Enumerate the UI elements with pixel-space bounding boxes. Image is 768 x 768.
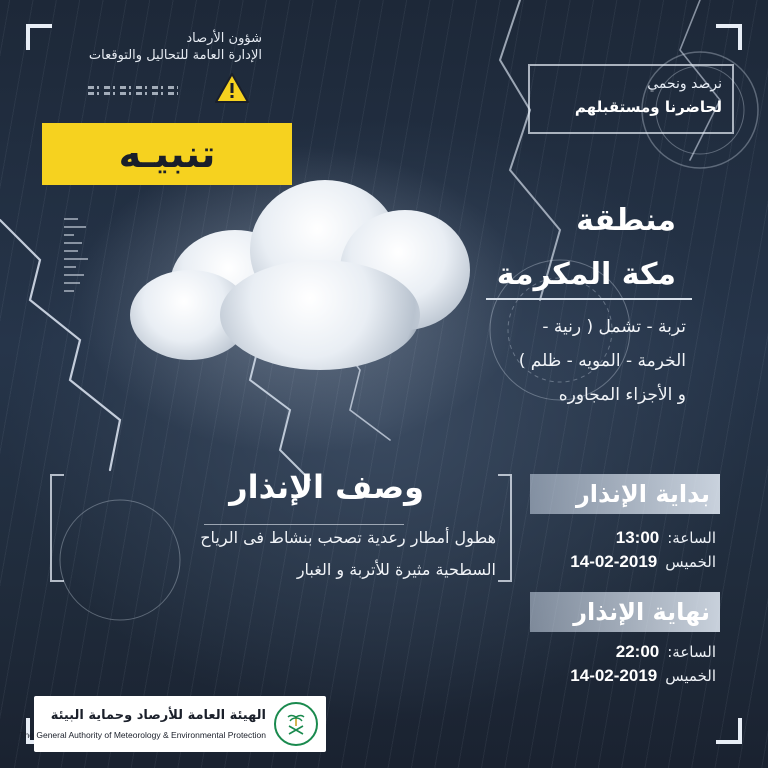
slogan-line-1: نرصد ونحمي: [647, 76, 722, 92]
slogan-box: [528, 64, 734, 134]
end-heading-banner: [530, 592, 720, 632]
end-day: الخميس: [665, 667, 716, 685]
description-title: وصف الإنذار: [229, 468, 424, 506]
bracket-right: [498, 474, 512, 582]
start-date-row: [516, 550, 716, 574]
region-title: [497, 194, 676, 302]
frame-corner-top-right: [716, 24, 742, 50]
warning-triangle-icon: [214, 72, 250, 104]
description-line-1: هطول أمطار رعدية تصحب بنشاط فى الرياح: [200, 528, 496, 547]
authority-name-english: The General Authority of Meteorology & Environmental Protection: [19, 730, 266, 740]
start-time-value: 13:00: [615, 528, 660, 547]
palm-swords-emblem-icon: [274, 702, 318, 746]
end-date-row: [516, 664, 716, 688]
region-areas-line-3: و الأجزاء المجاوره: [558, 385, 686, 405]
department-label: [89, 30, 262, 64]
decorative-code-strip: [88, 86, 178, 102]
end-heading: نهاية الإنذار: [573, 598, 710, 626]
description-line-2: السطحية مثيرة للأتربة و الغبار: [296, 560, 496, 579]
region-title-line-2: مكة المكرمة: [496, 257, 676, 292]
region-areas: [426, 310, 686, 412]
start-day: الخميس: [665, 553, 716, 571]
end-date-value: 14-02-2019: [570, 666, 658, 685]
department-line-1: شؤون الأرصاد: [186, 31, 262, 46]
frame-corner-top-left: [26, 24, 52, 50]
end-info: [516, 640, 716, 688]
start-time-label: الساعة:: [667, 529, 716, 547]
bracket-left: [50, 474, 64, 582]
start-heading-banner: [530, 474, 720, 514]
description-text: [66, 522, 496, 586]
start-time-row: [516, 526, 716, 550]
end-time-row: [516, 640, 716, 664]
start-info: [516, 526, 716, 574]
slogan-line-2: لحاضرنا ومستقبلهم: [574, 98, 722, 116]
frame-corner-bottom-right: [716, 718, 742, 744]
alert-label: تنبيـه: [118, 132, 216, 176]
end-time-value: 22:00: [615, 642, 660, 661]
start-date-value: 14-02-2019: [570, 552, 658, 571]
region-areas-line-2: الخرمة - المويه - ظلم ): [518, 351, 686, 371]
alert-description-panel: [46, 468, 516, 590]
authority-name-arabic: الهيئة العامة للأرصاد وحماية البيئة: [50, 708, 266, 723]
lightning-bolt-left: [0, 220, 120, 470]
region-areas-line-1: تربة - تشمل ( رنية -: [542, 317, 686, 337]
start-heading: بداية الإنذار: [575, 480, 710, 508]
end-time-label: الساعة:: [667, 643, 716, 661]
authority-footer: [19, 696, 326, 752]
region-title-line-1: منطقة: [576, 203, 676, 238]
region-divider: [486, 298, 692, 300]
department-line-2: الإدارة العامة للتحاليل والتوقعات: [88, 48, 262, 63]
